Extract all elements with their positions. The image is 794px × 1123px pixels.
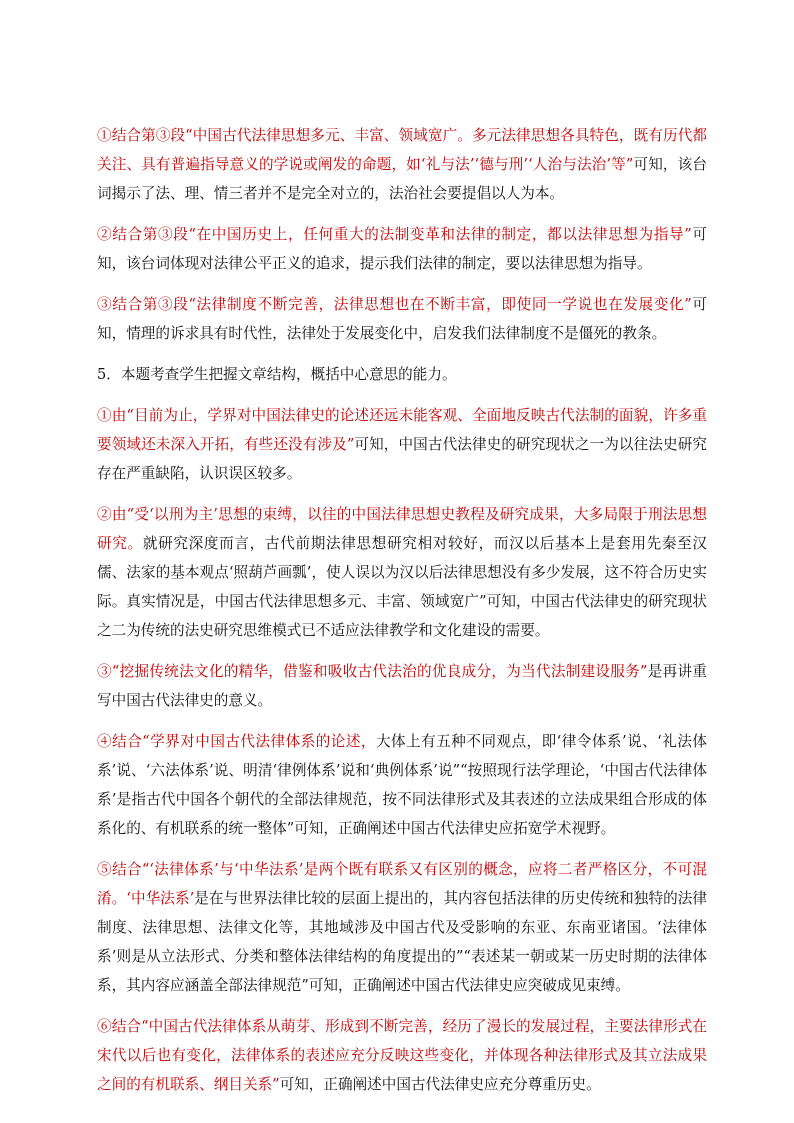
answer-paragraph [97,657,707,715]
answer-paragraph [97,1012,707,1099]
quoted-text: ③结合第③段“法律制度不断完善，法律思想也在不断丰富，即使同一学说也在发展变化” [97,296,692,313]
quoted-text: ①由“目前为止，学界对中国法律史的论述还远未能客观、全面地反映古代法制的面貌，许多重要领域还未深入开拓，有些还没有涉及” [97,407,707,453]
answer-paragraph [97,727,707,843]
quoted-text: ⑤结合“‘法律体系’与‘中华法系’是两个既有联系又有区别的概念，应将二者严格区分，不可混淆。‘中华法系’ [97,861,707,907]
analysis-text: 可知，正确阐述中国古代法律史应充分尊重历史。 [279,1076,601,1093]
analysis-text: 可知，该台词揭示了法、理、情三者并不是完全对立的，法治社会要提倡以人为本。 [97,156,707,202]
analysis-text: 大体上有五种不同观点，即‘律令体系’说、‘礼法体系’说、‘六法体系’说、明清‘律例体系’说和‘典例体系’说”“按照现行法学理论，‘中国古代法律体系’是指古代中国各个朝代的全部法律规范，按不同法律形式及其表述的立法成果组合形成的体系化的、有机联系的统一整体”可知，正确阐述中国古代法律史应拓宽学术视野。 [97,733,707,837]
answer-document [97,121,707,1111]
analysis-text: 可知，情理的诉求具有时代性，法律处于发展变化中，启发我们法律制度不是僵死的教条。 [97,296,707,342]
analysis-text: 是再讲重写中国古代法律史的意义。 [97,663,707,709]
analysis-text: 可知，中国古代法律史的研究现状之一为以往法史研究存在严重缺陷，认识误区较多。 [97,436,707,482]
quoted-text: ③“挖掘传统法文化的精华，借鉴和吸收古代法治的优良成分，为当代法制建设服务” [97,663,648,680]
quoted-text: ②结合第③段“在中国历史上，任何重大的法制变革和法律的制定，都以法律思想为指导” [97,226,692,243]
answer-paragraph [97,401,707,488]
analysis-text: 是在与世界法律比较的层面上提出的，其内容包括法律的历史传统和独特的法律制度、法律思想、法律文化等，其地域涉及中国古代及受影响的东亚、东南亚诸国。‘法律体系’则是从立法形式、分类和整体法律结构的角度提出的”“表述某一朝或某一历史时期的法律体系，其内容应涵盖全部法律规范”可知，正确阐述中国古代法律史应突破成见束缚。 [97,890,707,994]
analysis-text: 5．本题考查学生把握文章结构，概括中心意思的能力。 [97,366,457,383]
quoted-text: ④结合“学界对中国古代法律体系的论述， [97,733,376,750]
answer-paragraph [97,121,707,208]
analysis-text: 可知，该台词体现对法律公平正义的追求，提示我们法律的制定，要以法律思想为指导。 [97,226,707,272]
analysis-text: 就研究深度而言，古代前期法律思想研究相对较好，而汉以后基本上是套用先秦至汉儒、法家的基本观点‘照葫芦画瓢’，使人误以为汉以后法律思想没有多少发展，这不符合历史实际。真实情况是，中国古代法律思想多元、丰富、领域宽广” [97,535,707,610]
quoted-text: ②由“受‘以刑为主’思想的束缚，以往的中国法律思想史教程及研究成果，大多局限于刑法思想研究。 [97,506,707,552]
answer-paragraph [97,360,707,389]
answer-paragraph [97,220,707,278]
quoted-text: ①结合第③段“中国古代法律思想多元、丰富、领域宽广。多元法律思想各具特色，既有历代都关注、具有普遍指导意义的学说或阐发的命题，如‘礼与法’‘德与刑’‘人治与法治’等” [97,127,707,173]
answer-paragraph [97,500,707,645]
answer-paragraph [97,855,707,1000]
analysis-text: 可知，中国古代法律史的研究现状之二为传统的法史研究思维模式已不适应法律教学和文化建设的需要。 [97,593,707,639]
answer-paragraph [97,290,707,348]
quoted-text: ⑥结合“中国古代法律体系从萌芽、形成到不断完善，经历了漫长的发展过程，主要法律形式在宋代以后也有变化，法律体系的表述应充分反映这些变化，并体现各种法律形式及其立法成果之间的有机联系、纲目关系” [97,1018,707,1093]
